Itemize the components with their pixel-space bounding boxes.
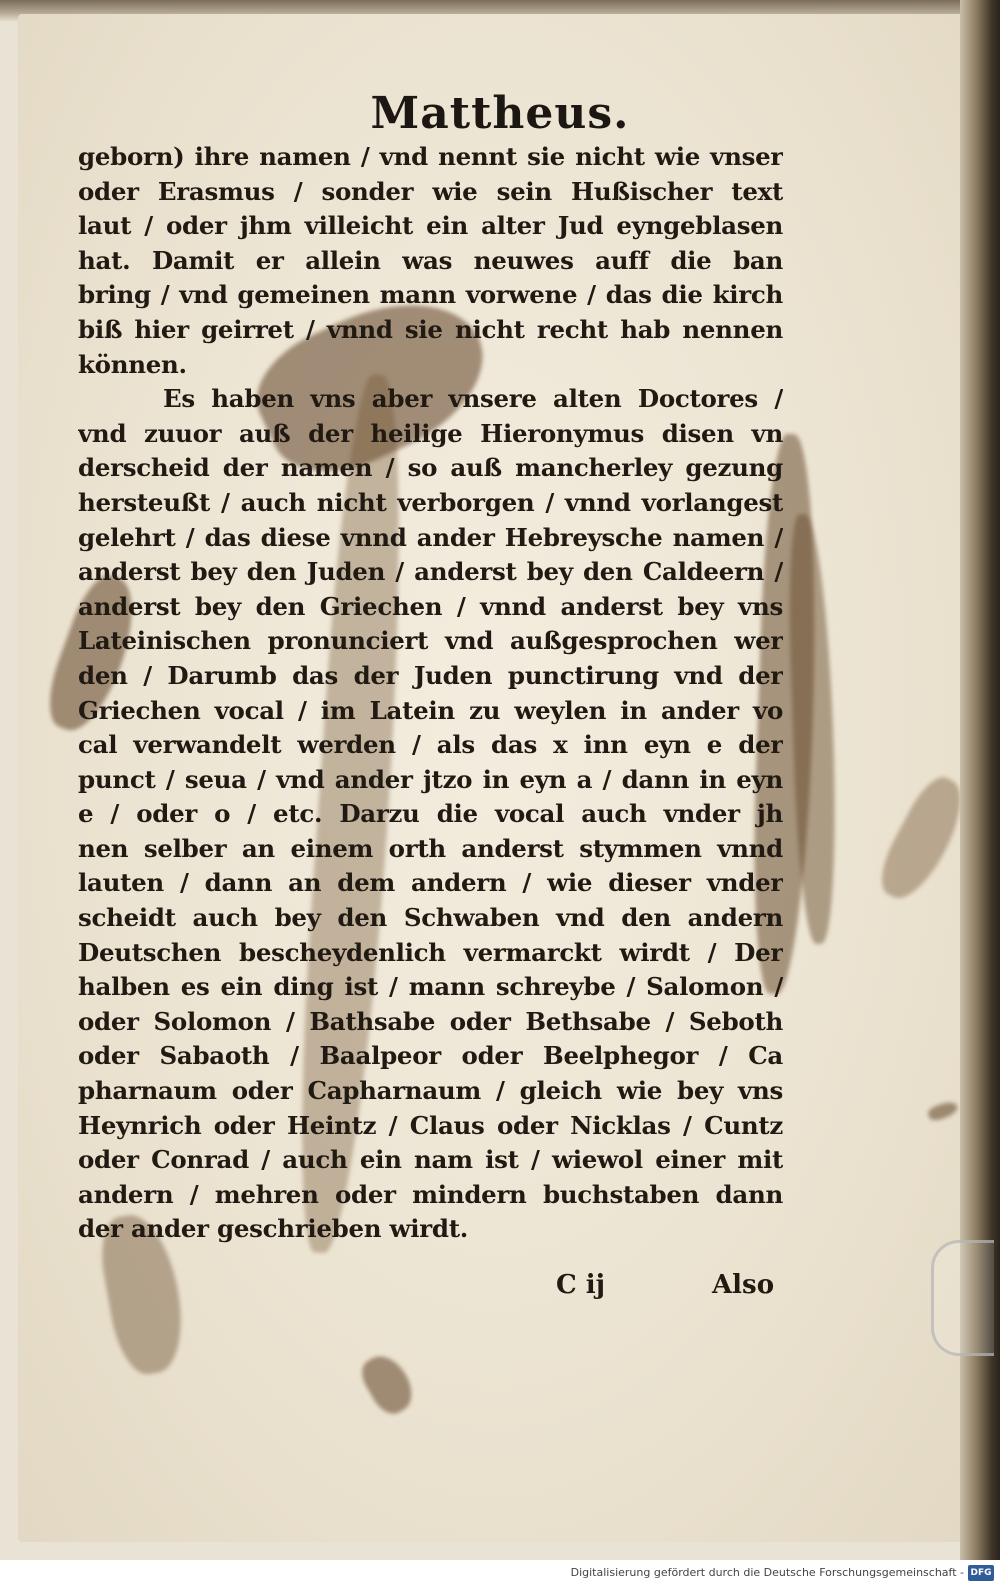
footer [0, 1560, 1000, 1590]
signature-mark: C ij [556, 1270, 606, 1300]
page-heading: Mattheus. [370, 88, 630, 139]
text-line: nen selber an einem orth anderst stymmen vnnd [78, 833, 783, 863]
ink-stain [356, 1348, 421, 1420]
text-line: derscheid der namen / so auß mancherley gezung [78, 453, 783, 483]
funding-credit: Digitalisierung gefördert durch die Deutsche Forschungsgemeinschaft - [570, 1566, 964, 1579]
text-line: laut / oder jhm villeicht ein alter Jud eyngeblasen [78, 211, 783, 241]
text-line: Heynrich oder Heintz / Claus oder Nicklas / Cuntz [78, 1110, 783, 1140]
text-line: punct / seua / vnd ander jtzo in eyn a / dann in eyn [78, 764, 783, 794]
body-text [78, 140, 783, 1247]
text-line: Deutschen bescheydenlich vermarckt wirdt / Der [78, 937, 783, 967]
text-line: cal verwandelt werden / als das x inn eyn e der [78, 730, 783, 760]
text-line: pharnaum oder Capharnaum / gleich wie bey vns [78, 1076, 783, 1106]
text-line: e / oder o / etc. Darzu die vocal auch vnder jh [78, 799, 783, 829]
text-line: vnd zuuor auß der heilige Hieronymus disen vn [78, 418, 783, 448]
catchword: Also [712, 1270, 775, 1300]
text-line: oder Solomon / Bathsabe oder Bethsabe / Seboth [78, 1006, 783, 1036]
text-line: hat. Damit er allein was neuwes auff die ban [78, 245, 783, 275]
text-line: Lateinischen pronunciert vnd außgesprochen wer [78, 626, 783, 656]
text-line: gelehrt / das diese vnnd ander Hebreysche namen / [78, 522, 783, 552]
ink-stain [870, 770, 970, 908]
text-line: scheidt auch bey den Schwaben vnd den andern [78, 903, 783, 933]
text-line: geborn) ihre namen / vnd nennt sie nicht wie vnser [78, 142, 783, 171]
text-line: den / Darumb das der Juden punctirung vnd der [78, 660, 783, 690]
text-line: bring / vnd gemeinen mann vorwene / das die kirch [78, 280, 783, 310]
text-line: biß hier geirret / vnnd sie nicht recht hab nennen [78, 314, 783, 344]
text-line: können. [78, 349, 187, 379]
text-line: anderst bey den Griechen / vnnd anderst bey vns [78, 591, 783, 621]
text-line: lauten / dann an dem andern / wie dieser vnder [78, 868, 783, 898]
text-line: Es haben vns aber vnsere alten Doctores / [163, 384, 783, 414]
text-line: oder Erasmus / sonder wie sein Hußischer text [78, 176, 783, 206]
page-clip [931, 1240, 994, 1356]
text-line: oder Conrad / auch ein nam ist / wiewol einer mit [78, 1145, 783, 1175]
text-line: andern / mehren oder mindern buchstaben dann [78, 1179, 783, 1209]
text-line: anderst bey den Juden / anderst bey den Caldeern / [78, 557, 783, 587]
text-line: halben es ein ding ist / mann schreybe / Salomon / [78, 972, 783, 1002]
text-line: der ander geschrieben wirdt. [78, 1214, 468, 1244]
text-line: hersteußt / auch nicht verborgen / vnnd vorlangest [78, 487, 783, 517]
ink-stain [927, 1099, 960, 1122]
text-line: oder Sabaoth / Baalpeor oder Beelphegor / Ca [78, 1041, 783, 1071]
dfg-logo: DFG [968, 1565, 994, 1581]
text-line: Griechen vocal / im Latein zu weylen in ander vo [78, 695, 783, 725]
